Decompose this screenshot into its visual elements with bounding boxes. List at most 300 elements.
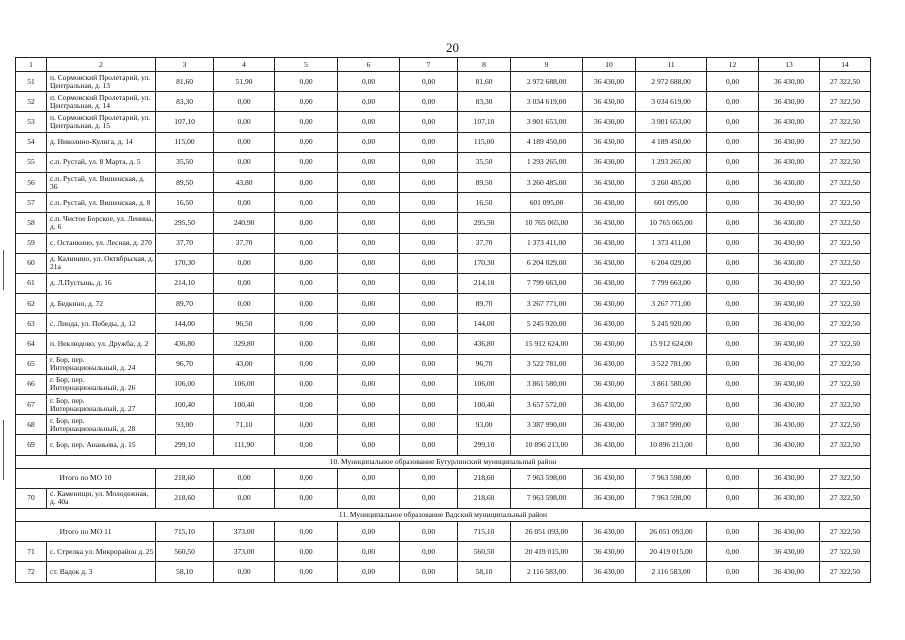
table-cell: 36 430,00 xyxy=(759,72,820,92)
table-cell: 0,00 xyxy=(707,132,759,152)
table-cell: 3 522 781,00 xyxy=(636,354,707,374)
table-cell: 7 963 598,00 xyxy=(511,488,583,508)
table-cell: 0,00 xyxy=(214,193,275,213)
table-cell: 0,00 xyxy=(338,72,400,92)
column-header: 3 xyxy=(156,58,214,72)
table-cell: 0,00 xyxy=(707,468,759,488)
table-cell: 0,00 xyxy=(707,542,759,562)
address-cell: с.п. Рустай, ул. Вишенская, д. 8 xyxy=(47,193,156,213)
table-cell: 36 430,00 xyxy=(583,354,636,374)
table-cell: 111,90 xyxy=(214,435,275,455)
table-cell: 0,00 xyxy=(400,253,458,273)
table-cell: 3 657 572,00 xyxy=(511,395,583,415)
table-cell: 27 322,50 xyxy=(820,374,871,394)
table-cell: 27 322,50 xyxy=(820,253,871,273)
table-row xyxy=(16,193,871,213)
table-cell: 26 051 093,00 xyxy=(636,521,707,541)
table-cell: 0,00 xyxy=(214,468,275,488)
page-number: 20 xyxy=(446,40,459,55)
table-cell: 96,50 xyxy=(214,314,275,334)
table-row xyxy=(16,488,871,508)
table-cell: 0,00 xyxy=(707,415,759,435)
table-cell: 0,00 xyxy=(338,233,400,253)
table-row xyxy=(16,213,871,233)
row-number: 65 xyxy=(16,354,47,374)
table-cell: 36 430,00 xyxy=(583,92,636,112)
table-cell: 115,00 xyxy=(458,132,511,152)
table-cell: 58,10 xyxy=(156,562,214,582)
section-title: 11. Муниципальное образование Вадский муниципальный район xyxy=(16,508,871,521)
left-margin-mark xyxy=(3,250,4,290)
total-row xyxy=(16,468,871,488)
table-cell: 89,70 xyxy=(156,294,214,314)
table-cell: 36 430,00 xyxy=(583,562,636,582)
table-cell: 3 901 653,00 xyxy=(511,112,583,132)
table-body xyxy=(16,58,871,583)
table-cell: 51,90 xyxy=(214,72,275,92)
table-cell: 37,70 xyxy=(214,233,275,253)
table-cell: 27 322,50 xyxy=(820,273,871,293)
table-cell: 0,00 xyxy=(275,233,338,253)
table-cell: 0,00 xyxy=(400,92,458,112)
housing-program-table xyxy=(15,57,871,583)
table-cell: 36 430,00 xyxy=(583,294,636,314)
table-cell: 3 260 485,00 xyxy=(636,172,707,192)
table-cell: 36 430,00 xyxy=(759,92,820,112)
table-cell: 0,00 xyxy=(707,112,759,132)
table-cell: 0,00 xyxy=(400,314,458,334)
table-cell: 36 430,00 xyxy=(759,562,820,582)
address-cell: с. Стрелка ул. Микрорайон д. 25 xyxy=(47,542,156,562)
table-cell: 715,10 xyxy=(156,521,214,541)
table-cell: 0,00 xyxy=(707,395,759,415)
table-cell: 0,00 xyxy=(707,253,759,273)
table-cell: 36 430,00 xyxy=(759,112,820,132)
table-cell: 7 963 598,00 xyxy=(511,468,583,488)
table-cell: 93,00 xyxy=(458,415,511,435)
table-cell: 295,50 xyxy=(156,213,214,233)
table-cell: 0,00 xyxy=(275,273,338,293)
table-cell: 16,50 xyxy=(458,193,511,213)
table-cell: 0,00 xyxy=(338,415,400,435)
table-cell: 0,00 xyxy=(338,374,400,394)
table-cell: 2 972 688,00 xyxy=(511,72,583,92)
row-number: 61 xyxy=(16,273,47,293)
table-cell: 0,00 xyxy=(400,294,458,314)
table-cell: 0,00 xyxy=(400,172,458,192)
table-row xyxy=(16,395,871,415)
table-cell: 0,00 xyxy=(214,112,275,132)
address-cell: п. Неклюдово, ул. Дружба, д. 2 xyxy=(47,334,156,354)
table-cell: 37,70 xyxy=(156,233,214,253)
table-cell: 36 430,00 xyxy=(759,435,820,455)
table-cell: 36 430,00 xyxy=(583,72,636,92)
total-label: Итого по МО 10 xyxy=(16,468,156,488)
row-number: 71 xyxy=(16,542,47,562)
table-cell: 144,00 xyxy=(458,314,511,334)
table-cell: 36 430,00 xyxy=(583,273,636,293)
table-cell: 27 322,50 xyxy=(820,152,871,172)
row-number: 63 xyxy=(16,314,47,334)
column-header: 2 xyxy=(47,58,156,72)
address-cell: с. Линда, ул. Победы, д. 12 xyxy=(47,314,156,334)
row-number: 70 xyxy=(16,488,47,508)
table-cell: 7 799 663,00 xyxy=(511,273,583,293)
table-cell: 0,00 xyxy=(275,542,338,562)
table-cell: 36 430,00 xyxy=(759,374,820,394)
row-number: 57 xyxy=(16,193,47,213)
table-cell: 16,50 xyxy=(156,193,214,213)
table-cell: 0,00 xyxy=(338,395,400,415)
table-cell: 10 765 065,00 xyxy=(636,213,707,233)
table-cell: 0,00 xyxy=(275,435,338,455)
table-cell: 0,00 xyxy=(275,395,338,415)
table-cell: 0,00 xyxy=(275,562,338,582)
table-cell: 299,10 xyxy=(156,435,214,455)
table-cell: 0,00 xyxy=(338,314,400,334)
table-cell: 1 293 265,00 xyxy=(636,152,707,172)
address-cell: п. Сормовский Пролетарий, ул. Центральная, д. 14 xyxy=(47,92,156,112)
table-cell: 560,50 xyxy=(156,542,214,562)
section-header-row xyxy=(16,455,871,468)
table-cell: 43,00 xyxy=(214,354,275,374)
table-cell: 36 430,00 xyxy=(583,193,636,213)
table-cell: 0,00 xyxy=(707,488,759,508)
table-cell: 81,60 xyxy=(458,72,511,92)
table-cell: 36 430,00 xyxy=(583,488,636,508)
table-cell: 27 322,50 xyxy=(820,72,871,92)
table-cell: 0,00 xyxy=(214,92,275,112)
table-cell: 0,00 xyxy=(338,488,400,508)
table-row xyxy=(16,112,871,132)
table-cell: 36 430,00 xyxy=(759,132,820,152)
table-cell: 0,00 xyxy=(275,488,338,508)
table-cell: 329,80 xyxy=(214,334,275,354)
table-cell: 0,00 xyxy=(400,374,458,394)
row-number: 58 xyxy=(16,213,47,233)
table-cell: 106,00 xyxy=(214,374,275,394)
table-row xyxy=(16,233,871,253)
row-number: 67 xyxy=(16,395,47,415)
table-cell: 0,00 xyxy=(707,172,759,192)
table-cell: 0,00 xyxy=(400,112,458,132)
row-number: 56 xyxy=(16,172,47,192)
row-number: 51 xyxy=(16,72,47,92)
table-cell: 43,80 xyxy=(214,172,275,192)
table-cell: 27 322,50 xyxy=(820,468,871,488)
table-cell: 0,00 xyxy=(338,213,400,233)
address-cell: с.п. Рустай, ул. Вишенская, д. 36 xyxy=(47,172,156,192)
table-cell: 27 322,50 xyxy=(820,562,871,582)
table-cell: 36 430,00 xyxy=(583,542,636,562)
table-cell: 27 322,50 xyxy=(820,294,871,314)
table-cell: 7 963 598,00 xyxy=(636,488,707,508)
table-cell: 4 189 450,00 xyxy=(636,132,707,152)
table-cell: 5 245 920,00 xyxy=(511,314,583,334)
table-cell: 0,00 xyxy=(275,193,338,213)
table-cell: 214,10 xyxy=(458,273,511,293)
table-cell: 0,00 xyxy=(275,314,338,334)
table-cell: 0,00 xyxy=(275,213,338,233)
table-cell: 0,00 xyxy=(275,172,338,192)
table-row xyxy=(16,92,871,112)
table-cell: 27 322,50 xyxy=(820,334,871,354)
row-number: 68 xyxy=(16,415,47,435)
table-cell: 560,50 xyxy=(458,542,511,562)
table-cell: 3 267 771,00 xyxy=(636,294,707,314)
table-row xyxy=(16,172,871,192)
table-cell: 10 896 213,00 xyxy=(636,435,707,455)
table-cell: 0,00 xyxy=(338,334,400,354)
table-cell: 89,70 xyxy=(458,294,511,314)
left-margin-mark xyxy=(3,420,4,480)
table-cell: 0,00 xyxy=(338,294,400,314)
address-cell: д. Калинино, ул. Октябрьская, д. 21а xyxy=(47,253,156,273)
table-cell: 7 963 598,00 xyxy=(636,468,707,488)
table-cell: 36 430,00 xyxy=(583,415,636,435)
table-cell: 36 430,00 xyxy=(759,542,820,562)
table-cell: 36 430,00 xyxy=(583,334,636,354)
table-cell: 3 901 653,00 xyxy=(636,112,707,132)
table-cell: 144,00 xyxy=(156,314,214,334)
table-cell: 100,40 xyxy=(156,395,214,415)
table-cell: 3 861 580,00 xyxy=(511,374,583,394)
row-number: 60 xyxy=(16,253,47,273)
table-cell: 0,00 xyxy=(338,354,400,374)
table-cell: 36 430,00 xyxy=(759,172,820,192)
column-header: 6 xyxy=(338,58,400,72)
table-cell: 36 430,00 xyxy=(583,253,636,273)
table-cell: 0,00 xyxy=(400,334,458,354)
table-cell: 715,10 xyxy=(458,521,511,541)
column-header: 1 xyxy=(16,58,47,72)
table-cell: 107,10 xyxy=(156,112,214,132)
table-cell: 299,10 xyxy=(458,435,511,455)
table-cell: 0,00 xyxy=(707,294,759,314)
table-cell: 1 373 411,00 xyxy=(636,233,707,253)
table-cell: 0,00 xyxy=(400,233,458,253)
table-cell: 36 430,00 xyxy=(759,334,820,354)
table-cell: 36 430,00 xyxy=(759,152,820,172)
table-cell: 96,70 xyxy=(458,354,511,374)
column-header: 10 xyxy=(583,58,636,72)
table-cell: 0,00 xyxy=(707,152,759,172)
table-cell: 295,50 xyxy=(458,213,511,233)
column-header: 8 xyxy=(458,58,511,72)
table-cell: 36 430,00 xyxy=(759,354,820,374)
table-cell: 218,60 xyxy=(458,468,511,488)
table-cell: 100,40 xyxy=(214,395,275,415)
table-cell: 36 430,00 xyxy=(583,112,636,132)
table-cell: 27 322,50 xyxy=(820,395,871,415)
table-cell: 0,00 xyxy=(338,193,400,213)
table-row xyxy=(16,542,871,562)
table-cell: 3 387 990,00 xyxy=(636,415,707,435)
row-number: 62 xyxy=(16,294,47,314)
table-cell: 0,00 xyxy=(707,521,759,541)
table-cell: 214,10 xyxy=(156,273,214,293)
table-cell: 27 322,50 xyxy=(820,521,871,541)
address-cell: п. Сормовский Пролетарий, ул. Центральная, д. 13 xyxy=(47,72,156,92)
row-number: 54 xyxy=(16,132,47,152)
table-cell: 1 293 265,00 xyxy=(511,152,583,172)
table-cell: 0,00 xyxy=(338,253,400,273)
table-cell: 6 204 029,00 xyxy=(636,253,707,273)
table-cell: 36 430,00 xyxy=(759,273,820,293)
table-cell: 0,00 xyxy=(707,354,759,374)
total-label: Итого по МО 11 xyxy=(16,521,156,541)
address-cell: с. Каменищи, ул. Молодежная, д. 40а xyxy=(47,488,156,508)
table-cell: 36 430,00 xyxy=(759,233,820,253)
table-cell: 6 204 029,00 xyxy=(511,253,583,273)
table-cell: 27 322,50 xyxy=(820,213,871,233)
table-cell: 27 322,50 xyxy=(820,435,871,455)
table-cell: 36 430,00 xyxy=(583,521,636,541)
table-cell: 83,30 xyxy=(458,92,511,112)
row-number: 69 xyxy=(16,435,47,455)
table-cell: 27 322,50 xyxy=(820,354,871,374)
table-cell: 15 912 624,00 xyxy=(511,334,583,354)
table-cell: 0,00 xyxy=(275,415,338,435)
table-cell: 100,40 xyxy=(458,395,511,415)
table-cell: 0,00 xyxy=(400,488,458,508)
table-cell: 83,30 xyxy=(156,92,214,112)
column-header: 11 xyxy=(636,58,707,72)
table-cell: 0,00 xyxy=(338,152,400,172)
table-row xyxy=(16,314,871,334)
table-row xyxy=(16,273,871,293)
address-cell: с. Останкино, ул. Лесная, д. 270 xyxy=(47,233,156,253)
table-cell: 36 430,00 xyxy=(759,395,820,415)
table-cell: 0,00 xyxy=(338,132,400,152)
address-cell: с.п. Чистое Борское, ул. Ленина, д. 6 xyxy=(47,213,156,233)
table-cell: 36 430,00 xyxy=(583,435,636,455)
table-cell: 89,50 xyxy=(156,172,214,192)
table-cell: 0,00 xyxy=(400,415,458,435)
table-cell: 36 430,00 xyxy=(583,233,636,253)
table-cell: 0,00 xyxy=(400,435,458,455)
table-cell: 218,60 xyxy=(458,488,511,508)
table-cell: 0,00 xyxy=(707,72,759,92)
table-cell: 0,00 xyxy=(275,521,338,541)
table-cell: 0,00 xyxy=(707,374,759,394)
table-cell: 27 322,50 xyxy=(820,488,871,508)
address-cell: г. Бор, пер. Интернациональный, д. 26 xyxy=(47,374,156,394)
table-cell: 0,00 xyxy=(338,273,400,293)
table-cell: 3 387 990,00 xyxy=(511,415,583,435)
column-header: 12 xyxy=(707,58,759,72)
table-row xyxy=(16,374,871,394)
table-cell: 36 430,00 xyxy=(583,132,636,152)
section-header-row xyxy=(16,508,871,521)
address-cell: г. Бор, пер. Интернациональный, д. 24 xyxy=(47,354,156,374)
address-cell: д. Бедкино, д. 72 xyxy=(47,294,156,314)
table-cell: 0,00 xyxy=(400,273,458,293)
table-cell: 36 430,00 xyxy=(759,415,820,435)
table-cell: 0,00 xyxy=(338,92,400,112)
table-cell: 0,00 xyxy=(275,132,338,152)
table-cell: 0,00 xyxy=(400,395,458,415)
table-cell: 0,00 xyxy=(275,334,338,354)
table-row xyxy=(16,294,871,314)
table-cell: 27 322,50 xyxy=(820,415,871,435)
table-cell: 0,00 xyxy=(214,253,275,273)
row-number: 72 xyxy=(16,562,47,582)
table-cell: 0,00 xyxy=(275,253,338,273)
table-cell: 0,00 xyxy=(707,233,759,253)
row-number: 53 xyxy=(16,112,47,132)
table-row xyxy=(16,334,871,354)
table-cell: 0,00 xyxy=(338,521,400,541)
address-cell: г. Бор, пер. Интернациональный, д. 27 xyxy=(47,395,156,415)
table-cell: 2 972 688,00 xyxy=(636,72,707,92)
table-cell: 0,00 xyxy=(275,294,338,314)
table-cell: 0,00 xyxy=(275,72,338,92)
table-cell: 36 430,00 xyxy=(759,193,820,213)
table-cell: 0,00 xyxy=(400,152,458,172)
table-cell: 10 765 065,00 xyxy=(511,213,583,233)
table-cell: 36 430,00 xyxy=(583,152,636,172)
table-row xyxy=(16,253,871,273)
column-header: 9 xyxy=(511,58,583,72)
table-cell: 36 430,00 xyxy=(583,314,636,334)
table-cell: 115,00 xyxy=(156,132,214,152)
table-cell: 0,00 xyxy=(400,193,458,213)
table-cell: 436,80 xyxy=(458,334,511,354)
row-number: 64 xyxy=(16,334,47,354)
table-cell: 81,60 xyxy=(156,72,214,92)
table-row xyxy=(16,132,871,152)
table-cell: 0,00 xyxy=(707,435,759,455)
row-number: 59 xyxy=(16,233,47,253)
table-row xyxy=(16,415,871,435)
table-cell: 1 373 411,00 xyxy=(511,233,583,253)
table-cell: 0,00 xyxy=(400,468,458,488)
table-cell: 36 430,00 xyxy=(583,374,636,394)
table-cell: 35,50 xyxy=(458,152,511,172)
table-cell: 170,30 xyxy=(458,253,511,273)
table-cell: 3 267 771,00 xyxy=(511,294,583,314)
table-cell: 27 322,50 xyxy=(820,92,871,112)
table-cell: 0,00 xyxy=(707,273,759,293)
table-cell: 26 051 093,00 xyxy=(511,521,583,541)
table-cell: 170,30 xyxy=(156,253,214,273)
table-cell: 20 419 015,00 xyxy=(636,542,707,562)
table-cell: 15 912 624,00 xyxy=(636,334,707,354)
table-cell: 5 245 920,00 xyxy=(636,314,707,334)
table-cell: 0,00 xyxy=(214,132,275,152)
table-cell: 0,00 xyxy=(707,314,759,334)
column-header: 5 xyxy=(275,58,338,72)
table-cell: 37,70 xyxy=(458,233,511,253)
address-cell: г. Бор, пер. Интернациональный, д. 28 xyxy=(47,415,156,435)
table-row xyxy=(16,562,871,582)
row-number: 66 xyxy=(16,374,47,394)
table-cell: 0,00 xyxy=(707,92,759,112)
table-cell: 0,00 xyxy=(400,132,458,152)
table-cell: 3 657 572,00 xyxy=(636,395,707,415)
table-cell: 27 322,50 xyxy=(820,314,871,334)
table-cell: 218,60 xyxy=(156,488,214,508)
table-cell: 601 095,00 xyxy=(636,193,707,213)
table-cell: 0,00 xyxy=(275,374,338,394)
table-cell: 0,00 xyxy=(400,542,458,562)
table-cell: 3 861 580,00 xyxy=(636,374,707,394)
table-cell: 0,00 xyxy=(338,435,400,455)
table-cell: 0,00 xyxy=(275,92,338,112)
table-cell: 0,00 xyxy=(275,152,338,172)
table-cell: 373,00 xyxy=(214,542,275,562)
